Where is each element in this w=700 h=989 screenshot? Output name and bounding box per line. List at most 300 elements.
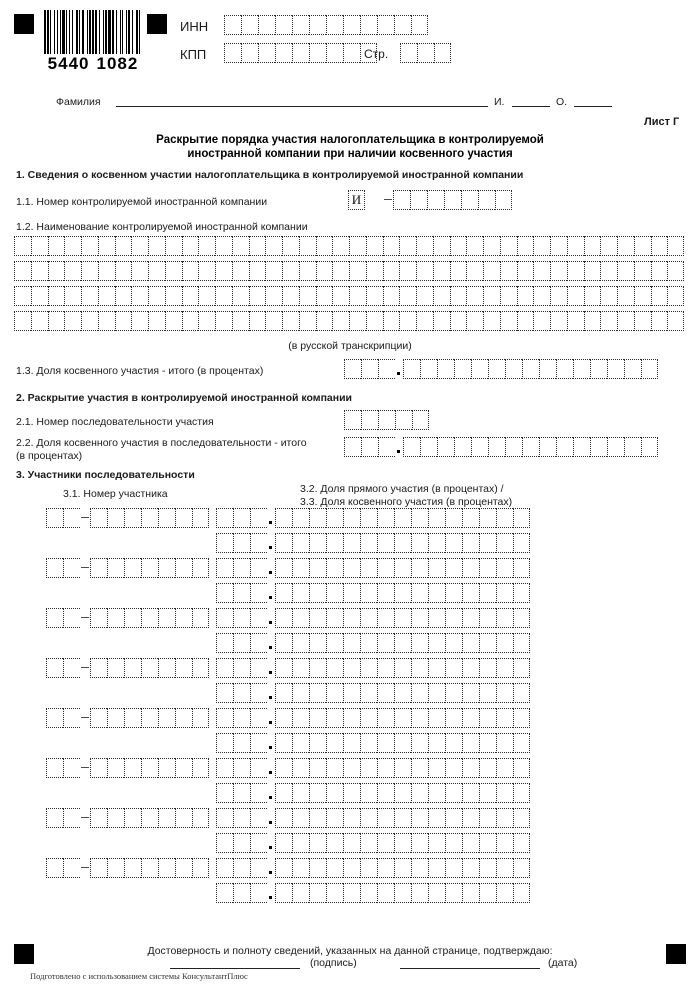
sequence-indirect-share-int-cell-2[interactable] (361, 437, 378, 457)
direct-share-7-frac-cell-13[interactable] (479, 808, 496, 828)
page-cell-3[interactable] (434, 43, 451, 63)
total-indirect-share-frac-cell-12[interactable] (590, 359, 607, 379)
participant-4-number-cell-6[interactable] (175, 658, 192, 678)
indirect-share-8-frac-cell-9[interactable] (411, 883, 428, 903)
cfc-name-r1-cell-17[interactable] (282, 236, 299, 256)
direct-share-1-frac-cell-15[interactable] (513, 508, 530, 528)
indirect-share-input-7[interactable] (216, 833, 530, 853)
total-indirect-share-frac-cell-15[interactable] (641, 359, 658, 379)
cfc-name-r1-cell-37[interactable] (617, 236, 634, 256)
direct-share-5-frac-cell-4[interactable] (326, 708, 343, 728)
cfc-name-r4-cell-31[interactable] (517, 311, 534, 331)
direct-share-8-frac-cell-8[interactable] (394, 858, 411, 878)
cfc-name-r2-cell-25[interactable] (416, 261, 433, 281)
sequence-indirect-share-frac-cell-9[interactable] (539, 437, 556, 457)
indirect-share-7-frac-cell-12[interactable] (462, 833, 479, 853)
indirect-share-7-frac-cell-5[interactable] (343, 833, 360, 853)
direct-share-8-int-cell-3[interactable] (250, 858, 267, 878)
participant-7-number-cell-4[interactable] (141, 808, 158, 828)
indirect-share-8-frac-cell-6[interactable] (360, 883, 377, 903)
indirect-share-4-frac-cell-6[interactable] (360, 683, 377, 703)
participant-number-input-2[interactable] (46, 558, 209, 578)
direct-share-8-frac-cell-11[interactable] (445, 858, 462, 878)
cfc-name-r2-cell-6[interactable] (98, 261, 115, 281)
direct-share-7-frac-cell-6[interactable] (360, 808, 377, 828)
total-indirect-share-frac-cell-8[interactable] (522, 359, 539, 379)
direct-share-2-frac-cell-4[interactable] (326, 558, 343, 578)
cfc-name-r2-cell-12[interactable] (198, 261, 215, 281)
cfc-name-r4-cell-35[interactable] (584, 311, 601, 331)
direct-share-7-frac-cell-11[interactable] (445, 808, 462, 828)
inn-cell-12[interactable] (411, 15, 428, 35)
cfc-name-r4-cell-28[interactable] (466, 311, 483, 331)
indirect-share-4-frac-cell-4[interactable] (326, 683, 343, 703)
total-indirect-share-input[interactable] (344, 359, 658, 379)
indirect-share-1-frac-cell-15[interactable] (513, 533, 530, 553)
cfc-name-r2-cell-9[interactable] (148, 261, 165, 281)
indirect-share-2-frac-cell-3[interactable] (309, 583, 326, 603)
direct-share-6-int-cell-1[interactable] (216, 758, 233, 778)
indirect-share-6-frac-cell-4[interactable] (326, 783, 343, 803)
indirect-share-4-frac-cell-1[interactable] (275, 683, 292, 703)
indirect-share-4-frac-cell-8[interactable] (394, 683, 411, 703)
direct-share-1-frac-cell-12[interactable] (462, 508, 479, 528)
indirect-share-3-frac-cell-2[interactable] (292, 633, 309, 653)
cfc-name-r4-cell-38[interactable] (634, 311, 651, 331)
cfc-number-cell-6[interactable] (478, 190, 495, 210)
indirect-share-8-frac-cell-13[interactable] (479, 883, 496, 903)
indirect-share-8-int-cell-3[interactable] (250, 883, 267, 903)
indirect-share-8-frac-cell-8[interactable] (394, 883, 411, 903)
cfc-name-r4-cell-13[interactable] (215, 311, 232, 331)
indirect-share-8-int-cell-1[interactable] (216, 883, 233, 903)
participant-8-number-cell-2[interactable] (107, 858, 124, 878)
cfc-name-r4-cell-17[interactable] (282, 311, 299, 331)
sequence-number-cell-3[interactable] (378, 410, 395, 430)
direct-share-4-frac-cell-5[interactable] (343, 658, 360, 678)
cfc-name-r4-cell-39[interactable] (651, 311, 668, 331)
indirect-share-8-int-cell-2[interactable] (233, 883, 250, 903)
indirect-share-1-frac-cell-12[interactable] (462, 533, 479, 553)
direct-share-6-int-cell-3[interactable] (250, 758, 267, 778)
direct-share-8-frac-cell-6[interactable] (360, 858, 377, 878)
indirect-share-4-frac-cell-12[interactable] (462, 683, 479, 703)
indirect-share-6-frac-cell-1[interactable] (275, 783, 292, 803)
direct-share-3-frac-cell-14[interactable] (496, 608, 513, 628)
inn-cell-5[interactable] (292, 15, 309, 35)
cfc-name-r3-cell-4[interactable] (64, 286, 81, 306)
direct-share-2-frac-cell-1[interactable] (275, 558, 292, 578)
indirect-share-4-frac-cell-10[interactable] (428, 683, 445, 703)
indirect-share-7-frac-cell-1[interactable] (275, 833, 292, 853)
direct-share-8-frac-cell-14[interactable] (496, 858, 513, 878)
indirect-share-1-int-cell-2[interactable] (233, 533, 250, 553)
cfc-name-r1-cell-1[interactable] (14, 236, 31, 256)
sequence-indirect-share-frac-cell-6[interactable] (488, 437, 505, 457)
direct-share-1-int-cell-3[interactable] (250, 508, 267, 528)
sequence-indirect-share-frac-cell-4[interactable] (454, 437, 471, 457)
cfc-name-r1-cell-12[interactable] (198, 236, 215, 256)
direct-share-7-frac-cell-12[interactable] (462, 808, 479, 828)
participant-1-number-cell-1[interactable] (90, 508, 107, 528)
indirect-share-7-frac-cell-10[interactable] (428, 833, 445, 853)
direct-share-4-frac-cell-4[interactable] (326, 658, 343, 678)
direct-share-1-frac-cell-13[interactable] (479, 508, 496, 528)
cfc-name-r1-cell-28[interactable] (466, 236, 483, 256)
participant-8-number-cell-6[interactable] (175, 858, 192, 878)
total-indirect-share-frac-cell-13[interactable] (607, 359, 624, 379)
indirect-share-3-frac-cell-8[interactable] (394, 633, 411, 653)
direct-share-6-frac-cell-11[interactable] (445, 758, 462, 778)
cfc-name-r4-cell-6[interactable] (98, 311, 115, 331)
indirect-share-8-frac-cell-2[interactable] (292, 883, 309, 903)
cfc-name-r3-cell-21[interactable] (349, 286, 366, 306)
cfc-name-r4-cell-5[interactable] (81, 311, 98, 331)
participant-8-prefix-cell-1[interactable] (46, 858, 63, 878)
cfc-name-r1-cell-26[interactable] (433, 236, 450, 256)
indirect-share-input-5[interactable] (216, 733, 530, 753)
indirect-share-2-frac-cell-14[interactable] (496, 583, 513, 603)
indirect-share-3-frac-cell-4[interactable] (326, 633, 343, 653)
inn-cell-10[interactable] (377, 15, 394, 35)
total-indirect-share-frac-cell-7[interactable] (505, 359, 522, 379)
indirect-share-6-frac-cell-6[interactable] (360, 783, 377, 803)
direct-share-1-frac-cell-6[interactable] (360, 508, 377, 528)
cfc-name-r3-cell-14[interactable] (232, 286, 249, 306)
cfc-name-r1-cell-31[interactable] (517, 236, 534, 256)
cfc-name-r2-cell-36[interactable] (600, 261, 617, 281)
direct-share-1-frac-cell-9[interactable] (411, 508, 428, 528)
indirect-share-6-frac-cell-11[interactable] (445, 783, 462, 803)
sequence-indirect-share-frac-cell-1[interactable] (403, 437, 420, 457)
indirect-share-3-frac-cell-10[interactable] (428, 633, 445, 653)
inn-cell-3[interactable] (258, 15, 275, 35)
inn-cell-8[interactable] (343, 15, 360, 35)
cfc-name-r1-cell-38[interactable] (634, 236, 651, 256)
indirect-share-1-frac-cell-2[interactable] (292, 533, 309, 553)
direct-share-5-int-cell-1[interactable] (216, 708, 233, 728)
indirect-share-2-frac-cell-6[interactable] (360, 583, 377, 603)
participant-number-input-5[interactable] (46, 708, 209, 728)
indirect-share-5-int-cell-2[interactable] (233, 733, 250, 753)
indirect-share-4-frac-cell-11[interactable] (445, 683, 462, 703)
direct-share-6-frac-cell-7[interactable] (377, 758, 394, 778)
direct-share-5-frac-cell-15[interactable] (513, 708, 530, 728)
total-indirect-share-frac-cell-10[interactable] (556, 359, 573, 379)
cfc-name-r1-cell-30[interactable] (500, 236, 517, 256)
direct-share-2-frac-cell-7[interactable] (377, 558, 394, 578)
direct-share-3-frac-cell-4[interactable] (326, 608, 343, 628)
indirect-share-1-frac-cell-1[interactable] (275, 533, 292, 553)
indirect-share-2-frac-cell-9[interactable] (411, 583, 428, 603)
cfc-name-r1-cell-6[interactable] (98, 236, 115, 256)
indirect-share-4-int-cell-1[interactable] (216, 683, 233, 703)
participant-8-number-cell-4[interactable] (141, 858, 158, 878)
cfc-name-r2-cell-30[interactable] (500, 261, 517, 281)
direct-share-input-3[interactable] (216, 608, 530, 628)
participant-number-input-6[interactable] (46, 758, 209, 778)
cfc-name-r4-cell-12[interactable] (198, 311, 215, 331)
cfc-name-r2-cell-4[interactable] (64, 261, 81, 281)
cfc-name-r3-cell-19[interactable] (316, 286, 333, 306)
participant-4-number-cell-3[interactable] (124, 658, 141, 678)
direct-share-5-frac-cell-1[interactable] (275, 708, 292, 728)
cfc-name-r2-cell-8[interactable] (131, 261, 148, 281)
participant-6-number-cell-7[interactable] (192, 758, 209, 778)
indirect-share-7-frac-cell-8[interactable] (394, 833, 411, 853)
indirect-share-4-frac-cell-13[interactable] (479, 683, 496, 703)
cfc-name-row-3[interactable] (14, 286, 684, 306)
indirect-share-8-frac-cell-5[interactable] (343, 883, 360, 903)
indirect-share-7-frac-cell-13[interactable] (479, 833, 496, 853)
participant-2-number-cell-1[interactable] (90, 558, 107, 578)
indirect-share-3-frac-cell-5[interactable] (343, 633, 360, 653)
indirect-share-1-frac-cell-13[interactable] (479, 533, 496, 553)
cfc-name-r1-cell-40[interactable] (667, 236, 684, 256)
participant-6-number-cell-1[interactable] (90, 758, 107, 778)
direct-share-8-int-cell-1[interactable] (216, 858, 233, 878)
direct-share-8-frac-cell-5[interactable] (343, 858, 360, 878)
cfc-name-r4-cell-27[interactable] (450, 311, 467, 331)
cfc-name-r4-cell-18[interactable] (299, 311, 316, 331)
indirect-share-3-int-cell-1[interactable] (216, 633, 233, 653)
sequence-indirect-share-frac-cell-10[interactable] (556, 437, 573, 457)
cfc-name-r2-cell-24[interactable] (399, 261, 416, 281)
cfc-name-r3-cell-35[interactable] (584, 286, 601, 306)
cfc-name-r3-cell-20[interactable] (332, 286, 349, 306)
cfc-name-r1-cell-39[interactable] (651, 236, 668, 256)
participant-4-number-cell-5[interactable] (158, 658, 175, 678)
participant-3-number-cell-2[interactable] (107, 608, 124, 628)
participant-number-input-3[interactable] (46, 608, 209, 628)
indirect-share-5-frac-cell-4[interactable] (326, 733, 343, 753)
indirect-share-3-frac-cell-15[interactable] (513, 633, 530, 653)
indirect-share-5-frac-cell-15[interactable] (513, 733, 530, 753)
direct-share-8-frac-cell-13[interactable] (479, 858, 496, 878)
kpp-cell-5[interactable] (292, 43, 309, 63)
direct-share-8-frac-cell-7[interactable] (377, 858, 394, 878)
indirect-share-7-frac-cell-7[interactable] (377, 833, 394, 853)
cfc-name-r2-cell-17[interactable] (282, 261, 299, 281)
inn-cell-2[interactable] (241, 15, 258, 35)
sequence-number-cell-1[interactable] (344, 410, 361, 430)
cfc-name-r1-cell-36[interactable] (600, 236, 617, 256)
kpp-cell-3[interactable] (258, 43, 275, 63)
cfc-name-r1-cell-19[interactable] (316, 236, 333, 256)
cfc-name-r4-cell-16[interactable] (265, 311, 282, 331)
participant-6-prefix-cell-1[interactable] (46, 758, 63, 778)
cfc-name-r1-cell-27[interactable] (450, 236, 467, 256)
cfc-name-r2-cell-19[interactable] (316, 261, 333, 281)
cfc-name-r2-cell-16[interactable] (265, 261, 282, 281)
participant-5-number-cell-7[interactable] (192, 708, 209, 728)
participant-2-number-cell-6[interactable] (175, 558, 192, 578)
total-indirect-share-int-cell-2[interactable] (361, 359, 378, 379)
cfc-name-r1-cell-24[interactable] (399, 236, 416, 256)
participant-1-number-cell-2[interactable] (107, 508, 124, 528)
cfc-name-r2-cell-15[interactable] (249, 261, 266, 281)
direct-share-1-frac-cell-8[interactable] (394, 508, 411, 528)
kpp-cell-1[interactable] (224, 43, 241, 63)
cfc-name-r1-cell-10[interactable] (165, 236, 182, 256)
participant-3-number-cell-6[interactable] (175, 608, 192, 628)
cfc-name-r4-cell-34[interactable] (567, 311, 584, 331)
direct-share-7-frac-cell-8[interactable] (394, 808, 411, 828)
direct-share-6-frac-cell-10[interactable] (428, 758, 445, 778)
direct-share-5-frac-cell-8[interactable] (394, 708, 411, 728)
cfc-name-r1-cell-22[interactable] (366, 236, 383, 256)
indirect-share-3-int-cell-2[interactable] (233, 633, 250, 653)
sequence-indirect-share-frac-cell-13[interactable] (607, 437, 624, 457)
participant-2-number-cell-5[interactable] (158, 558, 175, 578)
cfc-name-r4-cell-30[interactable] (500, 311, 517, 331)
cfc-name-r2-cell-7[interactable] (115, 261, 132, 281)
cfc-name-r4-cell-8[interactable] (131, 311, 148, 331)
direct-share-4-frac-cell-14[interactable] (496, 658, 513, 678)
participant-number-input-1[interactable] (46, 508, 209, 528)
cfc-name-r2-cell-27[interactable] (450, 261, 467, 281)
total-indirect-share-frac-cell-14[interactable] (624, 359, 641, 379)
sequence-indirect-share-frac-cell-12[interactable] (590, 437, 607, 457)
direct-share-7-frac-cell-1[interactable] (275, 808, 292, 828)
indirect-share-6-frac-cell-13[interactable] (479, 783, 496, 803)
participant-8-number-cell-7[interactable] (192, 858, 209, 878)
participant-5-prefix-cell-2[interactable] (63, 708, 80, 728)
direct-share-7-int-cell-2[interactable] (233, 808, 250, 828)
cfc-name-r3-cell-11[interactable] (182, 286, 199, 306)
indirect-share-5-frac-cell-9[interactable] (411, 733, 428, 753)
direct-share-7-frac-cell-15[interactable] (513, 808, 530, 828)
indirect-share-2-frac-cell-8[interactable] (394, 583, 411, 603)
indirect-share-7-frac-cell-15[interactable] (513, 833, 530, 853)
cfc-name-r2-cell-2[interactable] (31, 261, 48, 281)
inn-cell-7[interactable] (326, 15, 343, 35)
direct-share-7-frac-cell-9[interactable] (411, 808, 428, 828)
direct-share-4-frac-cell-3[interactable] (309, 658, 326, 678)
indirect-share-1-frac-cell-4[interactable] (326, 533, 343, 553)
participant-number-input-7[interactable] (46, 808, 209, 828)
direct-share-5-frac-cell-14[interactable] (496, 708, 513, 728)
indirect-share-1-frac-cell-5[interactable] (343, 533, 360, 553)
direct-share-5-frac-cell-9[interactable] (411, 708, 428, 728)
direct-share-3-frac-cell-11[interactable] (445, 608, 462, 628)
direct-share-1-frac-cell-2[interactable] (292, 508, 309, 528)
participant-6-number-cell-2[interactable] (107, 758, 124, 778)
indirect-share-3-frac-cell-7[interactable] (377, 633, 394, 653)
inn-input[interactable] (224, 15, 428, 35)
cfc-name-r2-cell-11[interactable] (182, 261, 199, 281)
sequence-indirect-share-frac-cell-7[interactable] (505, 437, 522, 457)
direct-share-7-frac-cell-14[interactable] (496, 808, 513, 828)
participant-7-number-cell-2[interactable] (107, 808, 124, 828)
participant-3-number-cell-1[interactable] (90, 608, 107, 628)
indirect-share-2-frac-cell-11[interactable] (445, 583, 462, 603)
participant-4-number-cell-7[interactable] (192, 658, 209, 678)
direct-share-4-frac-cell-15[interactable] (513, 658, 530, 678)
direct-share-1-frac-cell-14[interactable] (496, 508, 513, 528)
cfc-name-row-2[interactable] (14, 261, 684, 281)
direct-share-2-frac-cell-3[interactable] (309, 558, 326, 578)
direct-share-6-int-cell-2[interactable] (233, 758, 250, 778)
indirect-share-7-int-cell-3[interactable] (250, 833, 267, 853)
cfc-name-r4-cell-10[interactable] (165, 311, 182, 331)
cfc-name-r4-cell-9[interactable] (148, 311, 165, 331)
cfc-name-r1-cell-4[interactable] (64, 236, 81, 256)
direct-share-7-int-cell-1[interactable] (216, 808, 233, 828)
kpp-cell-2[interactable] (241, 43, 258, 63)
indirect-share-6-frac-cell-2[interactable] (292, 783, 309, 803)
indirect-share-input-3[interactable] (216, 633, 530, 653)
direct-share-4-frac-cell-2[interactable] (292, 658, 309, 678)
cfc-number-cell-5[interactable] (461, 190, 478, 210)
sequence-number-cell-5[interactable] (412, 410, 429, 430)
indirect-share-3-frac-cell-9[interactable] (411, 633, 428, 653)
direct-share-8-frac-cell-10[interactable] (428, 858, 445, 878)
participant-2-number-cell-7[interactable] (192, 558, 209, 578)
cfc-name-r2-cell-35[interactable] (584, 261, 601, 281)
indirect-share-4-frac-cell-2[interactable] (292, 683, 309, 703)
cfc-name-r3-cell-8[interactable] (131, 286, 148, 306)
direct-share-6-frac-cell-14[interactable] (496, 758, 513, 778)
cfc-name-r4-cell-2[interactable] (31, 311, 48, 331)
indirect-share-4-int-cell-3[interactable] (250, 683, 267, 703)
cfc-name-r2-cell-26[interactable] (433, 261, 450, 281)
page-cell-1[interactable] (400, 43, 417, 63)
sequence-indirect-share-frac-cell-11[interactable] (573, 437, 590, 457)
participant-1-number-cell-5[interactable] (158, 508, 175, 528)
inn-cell-6[interactable] (309, 15, 326, 35)
indirect-share-input-4[interactable] (216, 683, 530, 703)
cfc-name-r4-cell-22[interactable] (366, 311, 383, 331)
total-indirect-share-frac-cell-3[interactable] (437, 359, 454, 379)
cfc-name-r2-cell-33[interactable] (550, 261, 567, 281)
cfc-name-r1-cell-20[interactable] (332, 236, 349, 256)
indirect-share-3-frac-cell-12[interactable] (462, 633, 479, 653)
indirect-share-8-frac-cell-3[interactable] (309, 883, 326, 903)
cfc-name-r2-cell-3[interactable] (48, 261, 65, 281)
direct-share-3-frac-cell-9[interactable] (411, 608, 428, 628)
cfc-name-r4-cell-1[interactable] (14, 311, 31, 331)
cfc-name-r3-cell-27[interactable] (450, 286, 467, 306)
sequence-indirect-share-frac-cell-5[interactable] (471, 437, 488, 457)
cfc-name-r3-cell-2[interactable] (31, 286, 48, 306)
cfc-name-r4-cell-15[interactable] (249, 311, 266, 331)
indirect-share-1-frac-cell-8[interactable] (394, 533, 411, 553)
direct-share-6-frac-cell-15[interactable] (513, 758, 530, 778)
direct-share-input-8[interactable] (216, 858, 530, 878)
indirect-share-4-frac-cell-5[interactable] (343, 683, 360, 703)
cfc-name-r3-cell-13[interactable] (215, 286, 232, 306)
direct-share-2-frac-cell-12[interactable] (462, 558, 479, 578)
inn-cell-4[interactable] (275, 15, 292, 35)
cfc-number-input[interactable] (383, 190, 512, 210)
direct-share-3-frac-cell-10[interactable] (428, 608, 445, 628)
indirect-share-5-frac-cell-13[interactable] (479, 733, 496, 753)
participant-6-prefix-cell-2[interactable] (63, 758, 80, 778)
participant-1-number-cell-7[interactable] (192, 508, 209, 528)
direct-share-6-frac-cell-8[interactable] (394, 758, 411, 778)
participant-7-number-cell-3[interactable] (124, 808, 141, 828)
total-indirect-share-int-cell-1[interactable] (344, 359, 361, 379)
indirect-share-8-frac-cell-10[interactable] (428, 883, 445, 903)
direct-share-7-frac-cell-5[interactable] (343, 808, 360, 828)
direct-share-4-frac-cell-1[interactable] (275, 658, 292, 678)
indirect-share-4-frac-cell-15[interactable] (513, 683, 530, 703)
cfc-name-r2-cell-39[interactable] (651, 261, 668, 281)
cfc-name-row-4[interactable] (14, 311, 684, 331)
direct-share-3-frac-cell-15[interactable] (513, 608, 530, 628)
cfc-name-r1-cell-21[interactable] (349, 236, 366, 256)
